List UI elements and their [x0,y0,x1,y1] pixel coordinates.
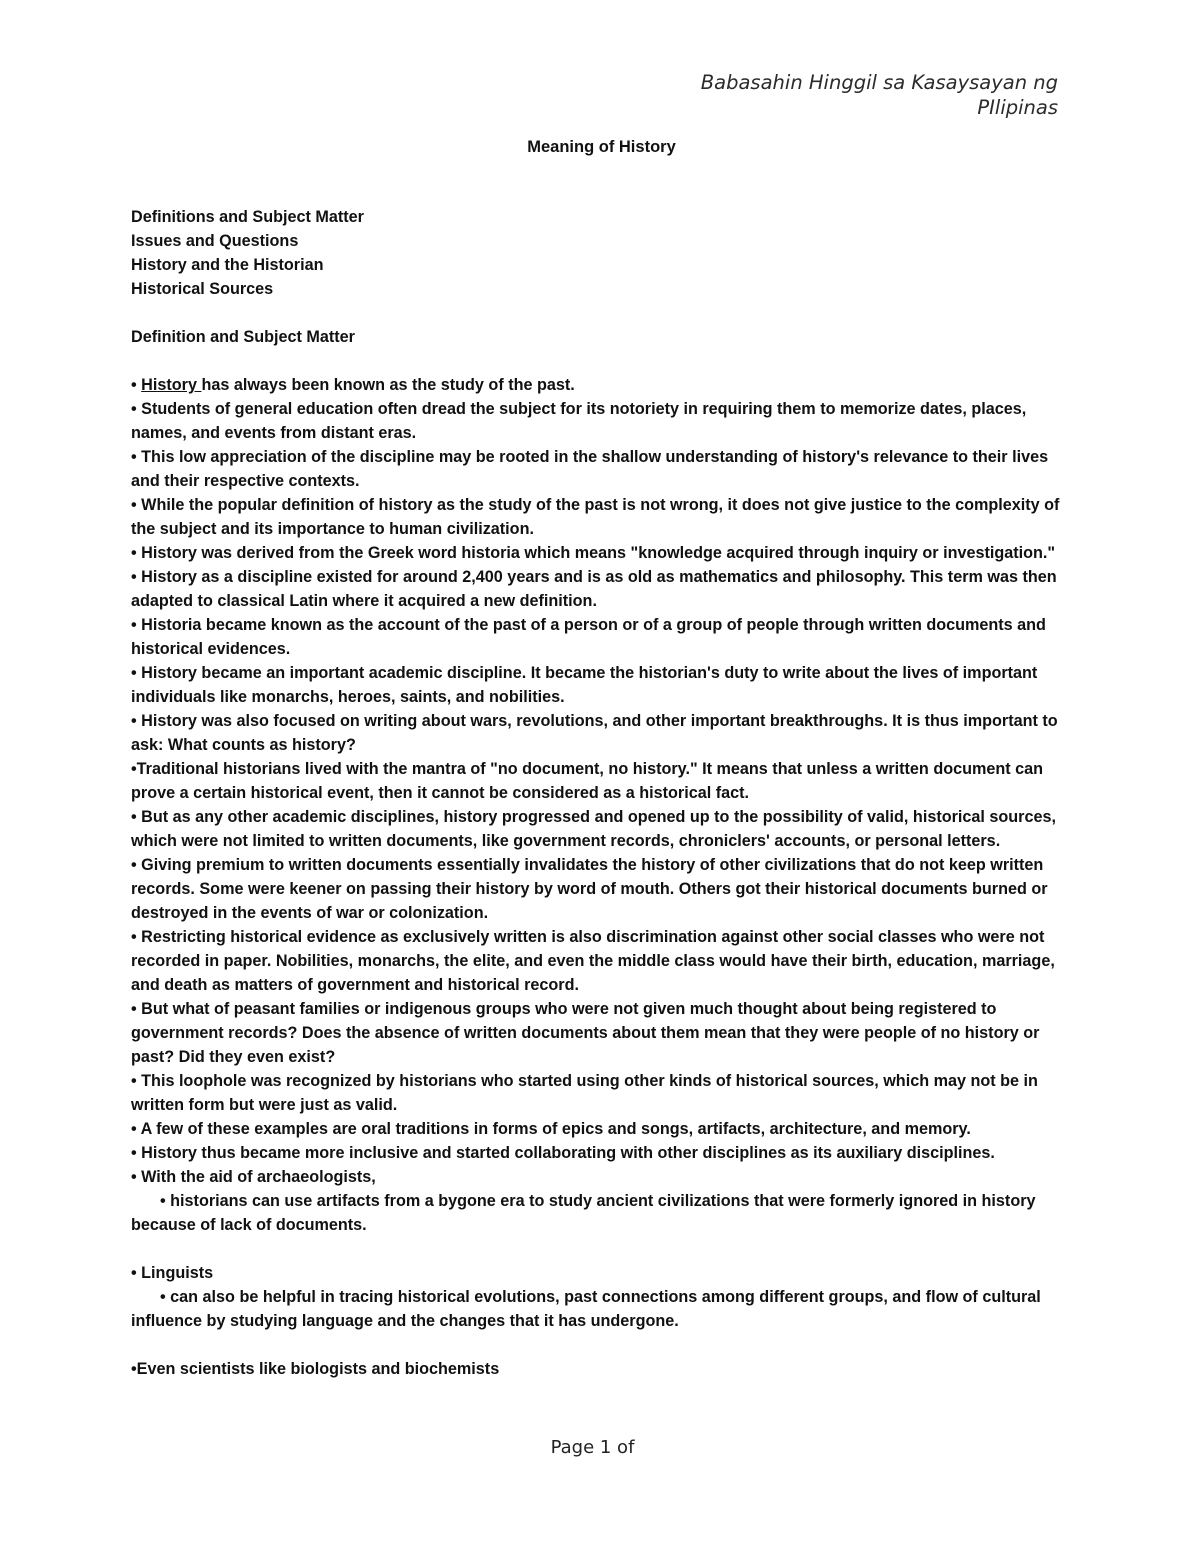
bullet-paragraph: • A few of these examples are oral traditions in forms of epics and songs, artifacts, architecture, and memory. [131,1120,971,1138]
document-body [131,205,1077,1381]
bullet-paragraph [131,373,1077,397]
bullet-marker: • [131,376,142,394]
bullet-paragraph: • Students of general education often dread the subject for its notoriety in requiring them to memorize dates, places, names, and events from distant eras. [131,400,1027,442]
topic-item: Historical Sources [131,280,274,298]
running-header [701,70,1058,120]
bullet-paragraph: • Linguists [131,1264,214,1282]
bullet-paragraph: • This low appreciation of the discipline may be rooted in the shallow understanding of history's relevance to their lives and their respective contexts. [131,448,1049,490]
bullet-text: has always been known as the study of the past. [201,376,575,394]
topic-item: Issues and Questions [131,232,299,250]
document-title: Meaning of History [527,138,676,156]
running-header-line-1: Babasahin Hinggil sa Kasaysayan ng [700,71,1058,94]
bullet-paragraph: • History was also focused on writing about wars, revolutions, and other important breakthroughs. It is thus important to ask: What counts as history? [131,712,1058,754]
sub-bullet-paragraph: • historians can use artifacts from a bygone era to study ancient civilizations that were formerly ignored in history because of lack of documents. [131,1192,1036,1234]
spacer [131,349,1077,373]
bullet-paragraph: • History became an important academic discipline. It became the historian's duty to write about the lives of important individuals like monarchs, heroes, saints, and nobilities. [131,664,1038,706]
bullet-paragraph: • But as any other academic disciplines, history progressed and opened up to the possibility of valid, historical sources, which were not limited to written documents, like government records, chroniclers' accounts, or personal letters. [131,808,1056,850]
bullet-paragraph: • But what of peasant families or indigenous groups who were not given much thought about being registered to government records? Does the absence of written documents about them mean that they were people of no history or past? Did they even exist? [131,1000,1040,1066]
bullet-paragraph: • While the popular definition of history as the study of the past is not wrong, it does not give justice to the complexity of the subject and its importance to human civilization. [131,496,1060,538]
bullet-paragraph: •Traditional historians lived with the mantra of "no document, no history." It means that unless a written document can prove a certain historical event, then it cannot be considered as a historical fact. [131,760,1044,802]
bullet-paragraph: • Giving premium to written documents essentially invalidates the history of other civilizations that do not keep written records. Some were keener on passing their history by word of mouth. Others got their historical documents burned or destroyed in the events of war or colonization. [131,856,1048,922]
bullet-paragraph: •Even scientists like biologists and biochemists [131,1360,500,1378]
section-heading: Definition and Subject Matter [131,328,355,346]
bullet-paragraph: • Restricting historical evidence as exclusively written is also discrimination against other social classes who were not recorded in paper. Nobilities, monarchs, the elite, and even the middle class would have their birth, education, marriage, and death as matters of government and historical record. [131,928,1055,994]
spacer [131,1333,1077,1357]
sub-bullet-paragraph: • can also be helpful in tracing historical evolutions, past connections among different groups, and flow of cultural influence by studying language and the changes that it has undergone. [131,1288,1041,1330]
bullet-paragraph: • History was derived from the Greek word historia which means "knowledge acquired through inquiry or investigation." [131,544,1056,562]
running-header-line-2: PIlipinas [977,96,1058,119]
bullet-paragraph: • This loophole was recognized by historians who started using other kinds of historical sources, which may not be in written form but were just as valid. [131,1072,1038,1114]
bullet-paragraph: • With the aid of archaeologists, [131,1168,376,1186]
spacer [131,1237,1077,1261]
bullet-paragraph: • History as a discipline existed for around 2,400 years and is as old as mathematics and philosophy. This term was then adapted to classical Latin where it acquired a new definition. [131,568,1057,610]
bullet-paragraph: • History thus became more inclusive and started collaborating with other disciplines as its auxiliary disciplines. [131,1144,995,1162]
bullet-paragraph: • Historia became known as the account of the past of a person or of a group of people through written documents and historical evidences. [131,616,1046,658]
page-footer: Page 1 of [550,1437,635,1458]
underlined-term: History [141,376,202,394]
topic-item: History and the Historian [131,256,324,274]
topic-list [131,205,1077,301]
topic-item: Definitions and Subject Matter [131,208,364,226]
